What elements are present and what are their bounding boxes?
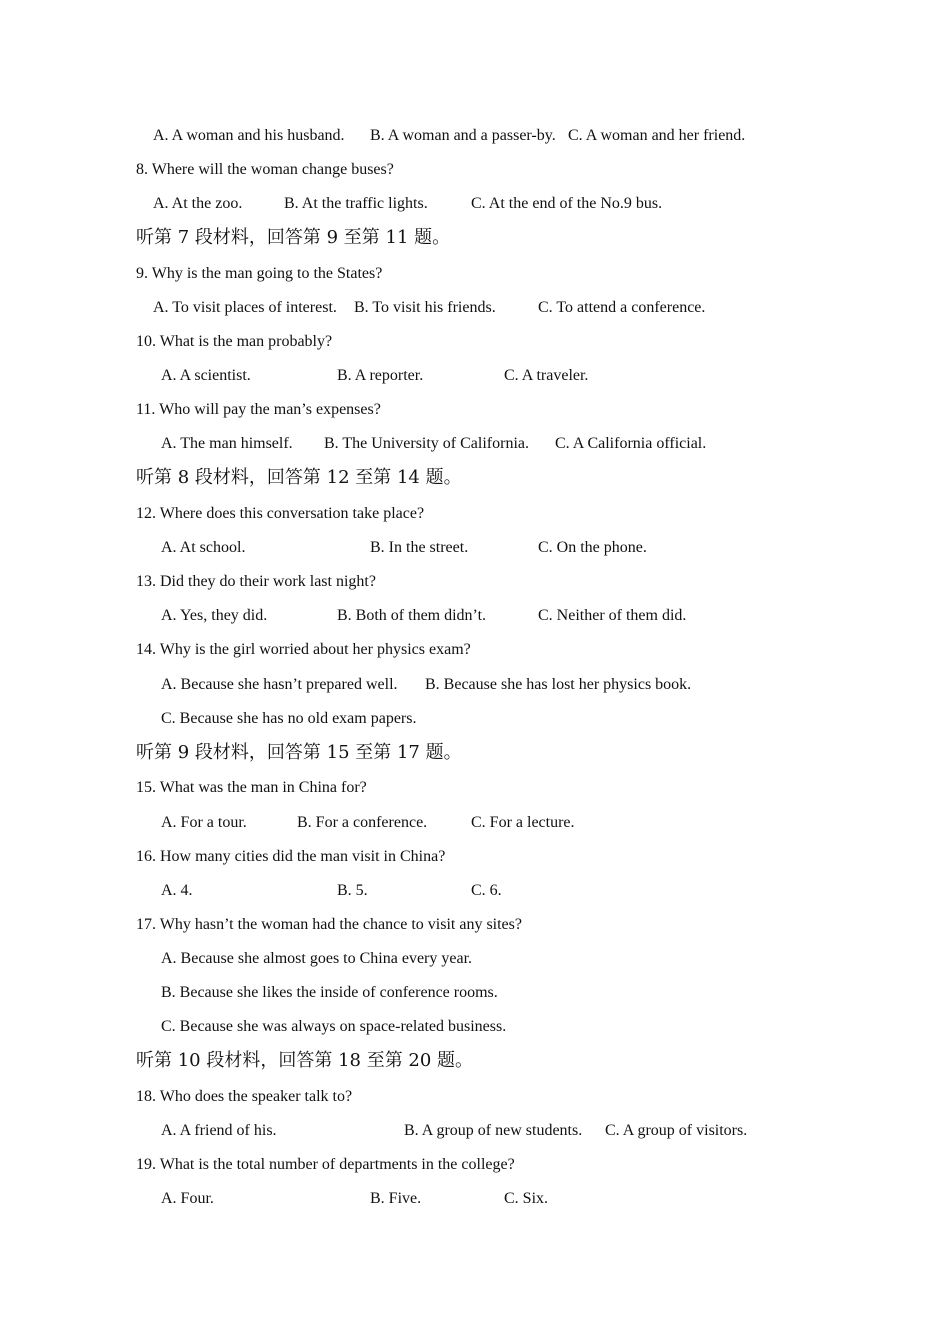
- options-row: [0, 126, 950, 146]
- answer-option: A. A scientist.: [161, 367, 251, 384]
- options-row: [0, 709, 950, 729]
- question-text: 18. Who does the speaker talk to?: [136, 1088, 353, 1105]
- question-text: 15. What was the man in China for?: [136, 779, 367, 796]
- section-heading: 听第 9 段材料，回答第 15 至第 17 题。: [136, 742, 462, 763]
- answer-option: A. At the zoo.: [153, 195, 243, 212]
- answer-option: C. To attend a conference.: [538, 299, 706, 316]
- question-text: 17. Why hasn’t the woman had the chance to visit any sites?: [136, 916, 522, 933]
- answer-option: A. Four.: [161, 1190, 214, 1207]
- options-row: [0, 538, 950, 558]
- answer-option: B. A group of new students.: [404, 1122, 583, 1139]
- question-text: 13. Did they do their work last night?: [136, 573, 376, 590]
- answer-option: C. A woman and her friend.: [568, 127, 746, 144]
- answer-option: B. Because she has lost her physics book.: [425, 676, 692, 693]
- answer-option: B. Both of them didn’t.: [337, 607, 487, 624]
- section-heading: 听第 8 段材料，回答第 12 至第 14 题。: [136, 467, 462, 488]
- question-text: 12. Where does this conversation take place?: [136, 505, 425, 522]
- answer-option: B. Because she likes the inside of conference rooms.: [161, 984, 498, 1001]
- options-row: [0, 1189, 950, 1209]
- answer-option: B. In the street.: [370, 539, 469, 556]
- answer-option: B. At the traffic lights.: [284, 195, 428, 212]
- options-row: [0, 434, 950, 454]
- answer-option: C. Because she has no old exam papers.: [161, 710, 417, 727]
- question-text: 19. What is the total number of departments in the college?: [136, 1156, 515, 1173]
- answer-option: A. Because she almost goes to China every year.: [161, 950, 473, 967]
- answer-option: A. Because she hasn’t prepared well.: [161, 676, 398, 693]
- answer-option: C. A traveler.: [504, 367, 589, 384]
- answer-option: B. The University of California.: [324, 435, 529, 452]
- answer-option: C. On the phone.: [538, 539, 647, 556]
- question-text: 9. Why is the man going to the States?: [136, 265, 383, 282]
- question-text: 11. Who will pay the man’s expenses?: [136, 401, 381, 418]
- answer-option: C. At the end of the No.9 bus.: [471, 195, 663, 212]
- answer-option: A. A friend of his.: [161, 1122, 277, 1139]
- answer-option: A. 4.: [161, 882, 193, 899]
- answer-option: A. The man himself.: [161, 435, 293, 452]
- options-row: [0, 606, 950, 626]
- question-text: 14. Why is the girl worried about her physics exam?: [136, 641, 471, 658]
- section-heading: 听第 7 段材料，回答第 9 至第 11 题。: [136, 227, 451, 248]
- answer-option: B. To visit his friends.: [354, 299, 496, 316]
- answer-option: B. Five.: [370, 1190, 422, 1207]
- options-row: [0, 949, 950, 969]
- question-text: 8. Where will the woman change buses?: [136, 161, 394, 178]
- answer-option: B. 5.: [337, 882, 368, 899]
- question-text: 10. What is the man probably?: [136, 333, 333, 350]
- question-text: 16. How many cities did the man visit in China?: [136, 848, 446, 865]
- answer-option: A. To visit places of interest.: [153, 299, 337, 316]
- answer-option: C. Neither of them did.: [538, 607, 687, 624]
- answer-option: C. 6.: [471, 882, 502, 899]
- answer-option: C. A California official.: [555, 435, 707, 452]
- answer-option: A. For a tour.: [161, 814, 247, 831]
- options-row: [0, 813, 950, 833]
- options-row: [0, 881, 950, 901]
- options-row: [0, 194, 950, 214]
- answer-option: B. A woman and a passer-by.: [370, 127, 556, 144]
- answer-option: B. For a conference.: [297, 814, 428, 831]
- section-heading: 听第 10 段材料，回答第 18 至第 20 题。: [136, 1050, 474, 1071]
- answer-option: C. Six.: [504, 1190, 549, 1207]
- options-row: [0, 1121, 950, 1141]
- answer-option: A. At school.: [161, 539, 246, 556]
- answer-option: C. Because she was always on space-related business.: [161, 1018, 507, 1035]
- answer-option: C. For a lecture.: [471, 814, 575, 831]
- options-row: [0, 1017, 950, 1037]
- answer-option: A. Yes, they did.: [161, 607, 268, 624]
- answer-option: B. A reporter.: [337, 367, 424, 384]
- answer-option: C. A group of visitors.: [605, 1122, 748, 1139]
- options-row: [0, 298, 950, 318]
- options-row: [0, 983, 950, 1003]
- options-row: [0, 366, 950, 386]
- answer-option: A. A woman and his husband.: [153, 127, 345, 144]
- options-row: [0, 675, 950, 695]
